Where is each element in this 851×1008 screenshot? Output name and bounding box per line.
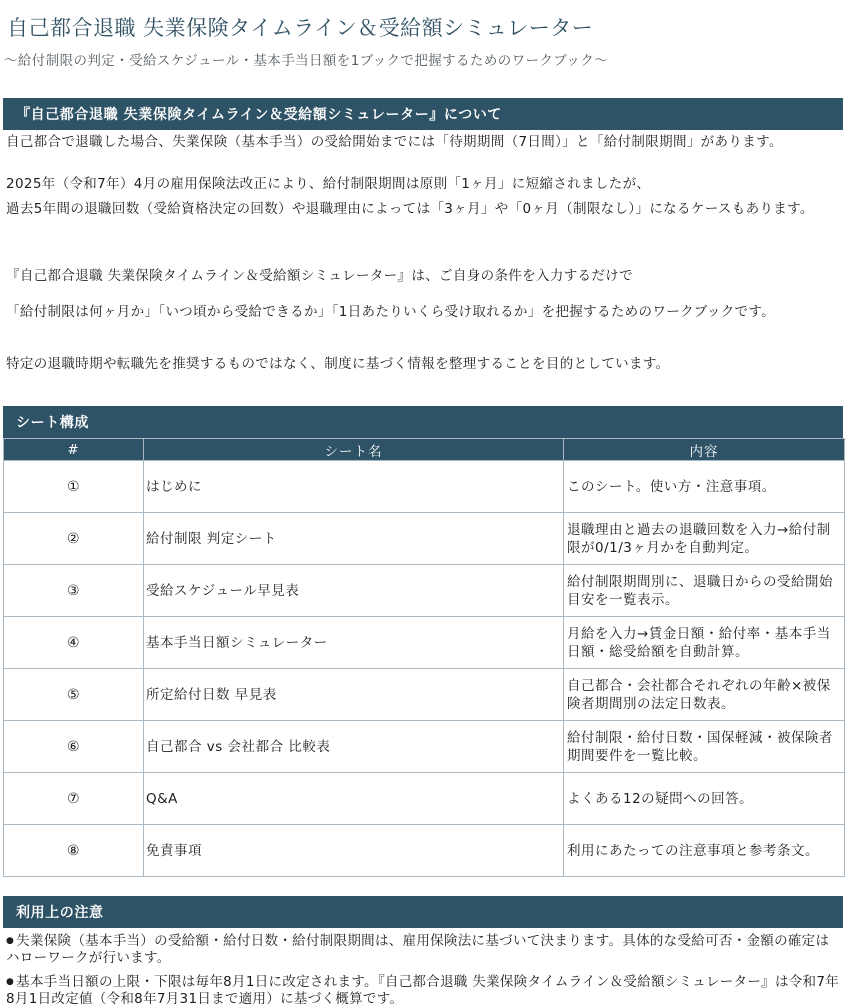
table-row [4,825,845,877]
sheets-section-header [3,406,843,438]
about-paragraph-3: 過去5年間の退職回数（受給資格決定の回数）や退職理由によっては「3ヶ月」や「0ヶ月（制限なし）」になるケースもあります。 [6,201,814,217]
column-header-sheet-name: シート名 [144,439,564,461]
table-row [4,721,845,773]
row-number: ⑦ [4,773,144,825]
row-description: 退職理由と過去の退職回数を入力→給付制限が0/1/3ヶ月かを自動判定。 [564,513,845,565]
row-description: 自己都合・会社都合それぞれの年齢×被保険者期間別の法定日数表。 [564,669,845,721]
table-row [4,617,845,669]
row-sheet-name: 給付制限 判定シート [144,513,564,565]
about-paragraph-4: 『自己都合退職 失業保険タイムライン＆受給額シミュレーター』は、ご自身の条件を入力するだけで [6,268,633,284]
row-number: ④ [4,617,144,669]
page-subtitle: 〜給付制限の判定・受給スケジュール・基本手当日額を1ブックで把握するためのワークブック〜 [4,53,608,69]
row-number: ③ [4,565,144,617]
row-description: 利用にあたっての注意事項と参考条文。 [564,825,845,877]
about-paragraph-6: 特定の退職時期や転職先を推奨するものではなく、制度に基づく情報を整理することを目的としています。 [6,356,670,372]
row-description: 給付制限期間別に、退職日からの受給開始目安を一覧表示。 [564,565,845,617]
row-number: ⑧ [4,825,144,877]
row-description: このシート。使い方・注意事項。 [564,461,845,513]
note-text: 失業保険（基本手当）の受給額・給付日数・給付制限期間は、雇用保険法に基づいて決まります。具体的な受給可否・金額の確定はハローワークが行います。 [6,933,830,966]
notes-heading: 利用上の注意 [16,905,104,921]
row-description: 月給を入力→賃金日額・給付率・基本手当日額・総受給額を自動計算。 [564,617,845,669]
row-number: ② [4,513,144,565]
row-number: ⑤ [4,669,144,721]
note-item [6,933,840,967]
sheets-heading: シート構成 [16,415,89,431]
row-sheet-name: 免責事項 [144,825,564,877]
page-title: 自己都合退職 失業保険タイムライン＆受給額シミュレーター [7,16,594,40]
column-header-number: # [4,439,144,461]
row-number: ① [4,461,144,513]
about-paragraph-5: 「給付制限は何ヶ月か」「いつ頃から受給できるか」「1日あたりいくら受け取れるか」を把握するためのワークブックです。 [6,304,776,320]
table-row [4,461,845,513]
bullet-icon: ● [6,936,15,946]
bullet-icon: ● [6,977,15,987]
column-header-content: 内容 [564,439,845,461]
about-paragraph-1: 自己都合で退職した場合、失業保険（基本手当）の受給開始までには「待期期間（7日間）」と「給付制限期間」があります。 [6,134,783,150]
about-paragraph-2: 2025年（令和7年）4月の雇用保険法改正により、給付制限期間は原則「1ヶ月」に短縮されましたが、 [6,176,651,192]
sheet-structure-table [3,438,845,877]
about-heading: 『自己都合退職 失業保険タイムライン＆受給額シミュレーター』について [16,107,503,123]
table-row [4,565,845,617]
table-row [4,773,845,825]
table-header-row [4,439,845,461]
notes-section-header [3,896,843,928]
row-sheet-name: Q&A [144,773,564,825]
row-sheet-name: はじめに [144,461,564,513]
note-text: 基本手当日額の上限・下限は毎年8月1日に改定されます。『自己都合退職 失業保険タイムライン＆受給額シミュレーター』は令和7年8月1日改定値（令和8年7月31日まで適用）に基づく概算です。 [6,974,840,1007]
row-number: ⑥ [4,721,144,773]
row-sheet-name: 所定給付日数 早見表 [144,669,564,721]
about-section-header [3,98,843,130]
row-sheet-name: 基本手当日額シミュレーター [144,617,564,669]
table-row [4,513,845,565]
row-sheet-name: 受給スケジュール早見表 [144,565,564,617]
row-description: 給付制限・給付日数・国保軽減・被保険者期間要件を一覧比較。 [564,721,845,773]
row-sheet-name: 自己都合 vs 会社都合 比較表 [144,721,564,773]
note-item [6,974,840,1008]
table-row [4,669,845,721]
row-description: よくある12の疑問への回答。 [564,773,845,825]
